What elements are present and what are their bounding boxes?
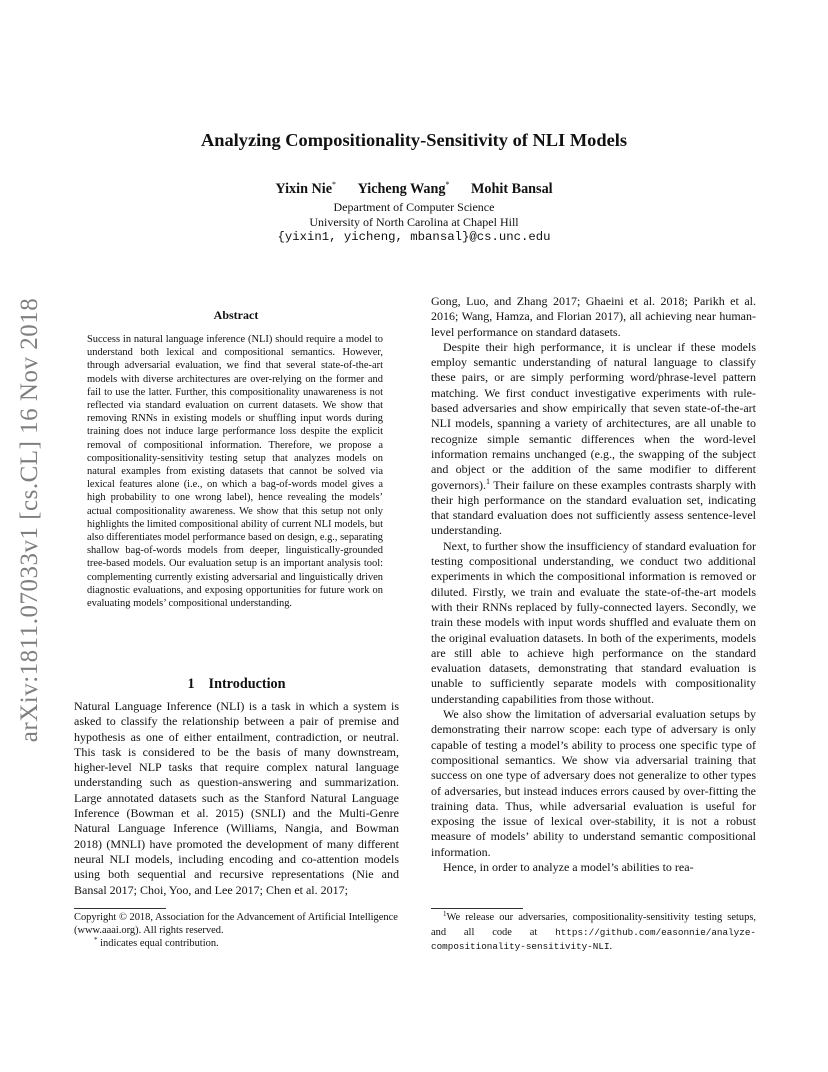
section-heading <box>74 676 399 693</box>
arxiv-identifier-stamp <box>8 270 52 770</box>
abstract-text: Success in natural language inference (NLI) should require a model to understand both lexical and compositional semantics. However, through adversarial evaluation, we find that several state-of-the-art models with diverse architectures are over-relying on the former and fail to use the latter. Further, this compositionality unawareness is not reflected via standard evaluation on current datasets. We show that removing RNNs in existing models or shuffling input words during training does not induce large performance loss despite the explicit removal of compositional information. Therefore, we propose a compositionality-sensitivity testing setup that analyzes models on natural examples from existing datasets that cannot be solved via lexical features alone (i.e., on which a bag-of-words model gives a high probability to one wrong label), hence revealing the models’ actual compositionality awareness. We show that this setup not only highlights the limited compositional ability of current NLI models, but also differentiates model performance based on design, e.g., separating shallow bag-of-words models from deeper, linguistically-grounded tree-based models. Our evaluation setup is an important analysis tool: complementing currently existing adversarial and linguistically driven diagnostic evaluations, and exposing opportunities for future work on evaluating models’ compositional understanding. <box>87 334 384 610</box>
footnote-text: We release our adversaries, compositionality-sensitivity testing setups, and all code at <box>431 912 756 938</box>
arxiv-identifier-text: arXiv:1811.07033v1 [cs.CL] 16 Nov 2018 <box>16 297 44 743</box>
left-column-body <box>74 699 399 898</box>
right-column-body <box>431 294 756 875</box>
intro-paragraph-5: Hence, in order to analyze a model’s abilities to rea- <box>443 859 694 874</box>
copyright-notice: Copyright © 2018, Association for the Advancement of Artificial Intelligence (www.aaai.org). All rights reserved. <box>74 912 398 936</box>
author-name: Yicheng Wang <box>357 181 446 197</box>
paragraph-text-tail: Their failure on these examples contrasts sharply with their high performance on the standard evaluation set, indicating that standard evaluation does not sufficiently assess sentence-level understanding. <box>431 477 756 538</box>
code-repository-link[interactable]: https://github.com/easonnie/analyze-compositionality-sensitivity-NLI <box>431 926 756 952</box>
author-name: Yixin Nie <box>275 181 333 197</box>
footnote-rule-right <box>431 908 523 909</box>
author-3 <box>471 181 553 198</box>
equal-contribution-text: indicates equal contribution. <box>100 938 219 949</box>
intro-paragraph-1: Natural Language Inference (NLI) is a task in which a system is asked to classify the relationship between a pair of premise and hypothesis as one of either entailment, contradiction, or neutral. This task is considered to be the basis of many downstream, higher-level NLP tasks that require complex natural language understanding such as question-answering and summarization. Large annotated datasets such as the Stanford Natural Language Inference (Bowman et al. 2015) (SNLI) and the Multi-Genre Natural Language Inference (Williams, Nangia, and Bowman 2018) (MNLI) have promoted the development of many different neural NLI models, including encoding and co-attention models using both sequential and recursive representations (Nie and Bansal 2017; Choi, Yoo, and Lee 2017; Chen et al. 2017; <box>74 699 399 897</box>
equal-contribution-mark: * <box>94 936 98 944</box>
department: Department of Computer Science <box>333 200 495 214</box>
intro-paragraph-3: Next, to further show the insufficiency of standard evaluation for testing compositional understanding, we conduct two additional experiments in which the compositional information is removed or diluted. Firstly, we train and evaluate the state-of-the-art models with their RNNs replaced by fully-connected layers. Secondly, we train these models with input words shuffled and evaluate them on the original evaluation datasets. In both of the experiments, models are still able to achieve high performance on the standard evaluation datasets, demonstrating that standard evaluation is unable to sufficiently separate models with compositionality understanding capabilities from those without. <box>431 538 756 706</box>
equal-contribution-note <box>74 937 399 950</box>
intro-paragraph-2 <box>431 340 756 539</box>
author-emails: {yixin1, yicheng, mbansal}@cs.unc.edu <box>277 230 551 244</box>
intro-paragraph-continued: Gong, Luo, and Zhang 2017; Ghaeini et al. 2018; Parikh et al. 2016; Wang, Hamza, and Florian 2017), all achieving near human-level performance on standard datasets. <box>431 294 756 339</box>
author-2 <box>358 180 450 198</box>
equal-contribution-mark: * <box>445 180 450 189</box>
author-name: Mohit Bansal <box>471 181 553 197</box>
footnote-marker: 1 <box>485 476 490 486</box>
university: University of North Carolina at Chapel Hill <box>309 215 519 229</box>
section-number: 1 <box>187 676 195 692</box>
footnote-1 <box>431 911 756 955</box>
abstract-heading: Abstract <box>213 308 259 322</box>
footnote-rule-left <box>74 908 166 909</box>
footnote-end: . <box>609 941 613 952</box>
author-list <box>0 180 828 198</box>
equal-contribution-mark: * <box>332 180 337 189</box>
author-1 <box>275 180 336 198</box>
paragraph-text: Despite their high performance, it is unclear if these models employ semantic understanding of natural language to classify these pairs, or are simply performing word/phrase-level pattern matching. We first conduct investigative experiments with rule-based adversaries and show empirically that seven state-of-the-art NLI models, spanning a variety of architectures, are all unable to recognize simple semantic differences when the word-level information remains unchanged (e.g., the swapping of the subject and object or the addition of the same modifier to different governors). <box>431 339 756 492</box>
paper-title: Analyzing Compositionality-Sensitivity of NLI Models <box>200 130 628 150</box>
intro-paragraph-4: We also show the limitation of adversarial evaluation setups by demonstrating their narrow scope: each type of adversary is only capable of testing a model’s ability to process one specific type of compositional semantics. We show via adversarial training that success on one type of adversary does not generalize to other types of adversaries, but instead induces errors caused by over-fitting the training data. Thus, while adversarial evaluation is useful for exposing the issue of lexical over-stability, it is not a robust measure of models’ ability to understand semantic compositional information. <box>431 707 756 859</box>
left-footnotes <box>74 911 399 950</box>
section-title: Introduction <box>208 676 286 692</box>
footnote-number: 1 <box>443 910 447 918</box>
